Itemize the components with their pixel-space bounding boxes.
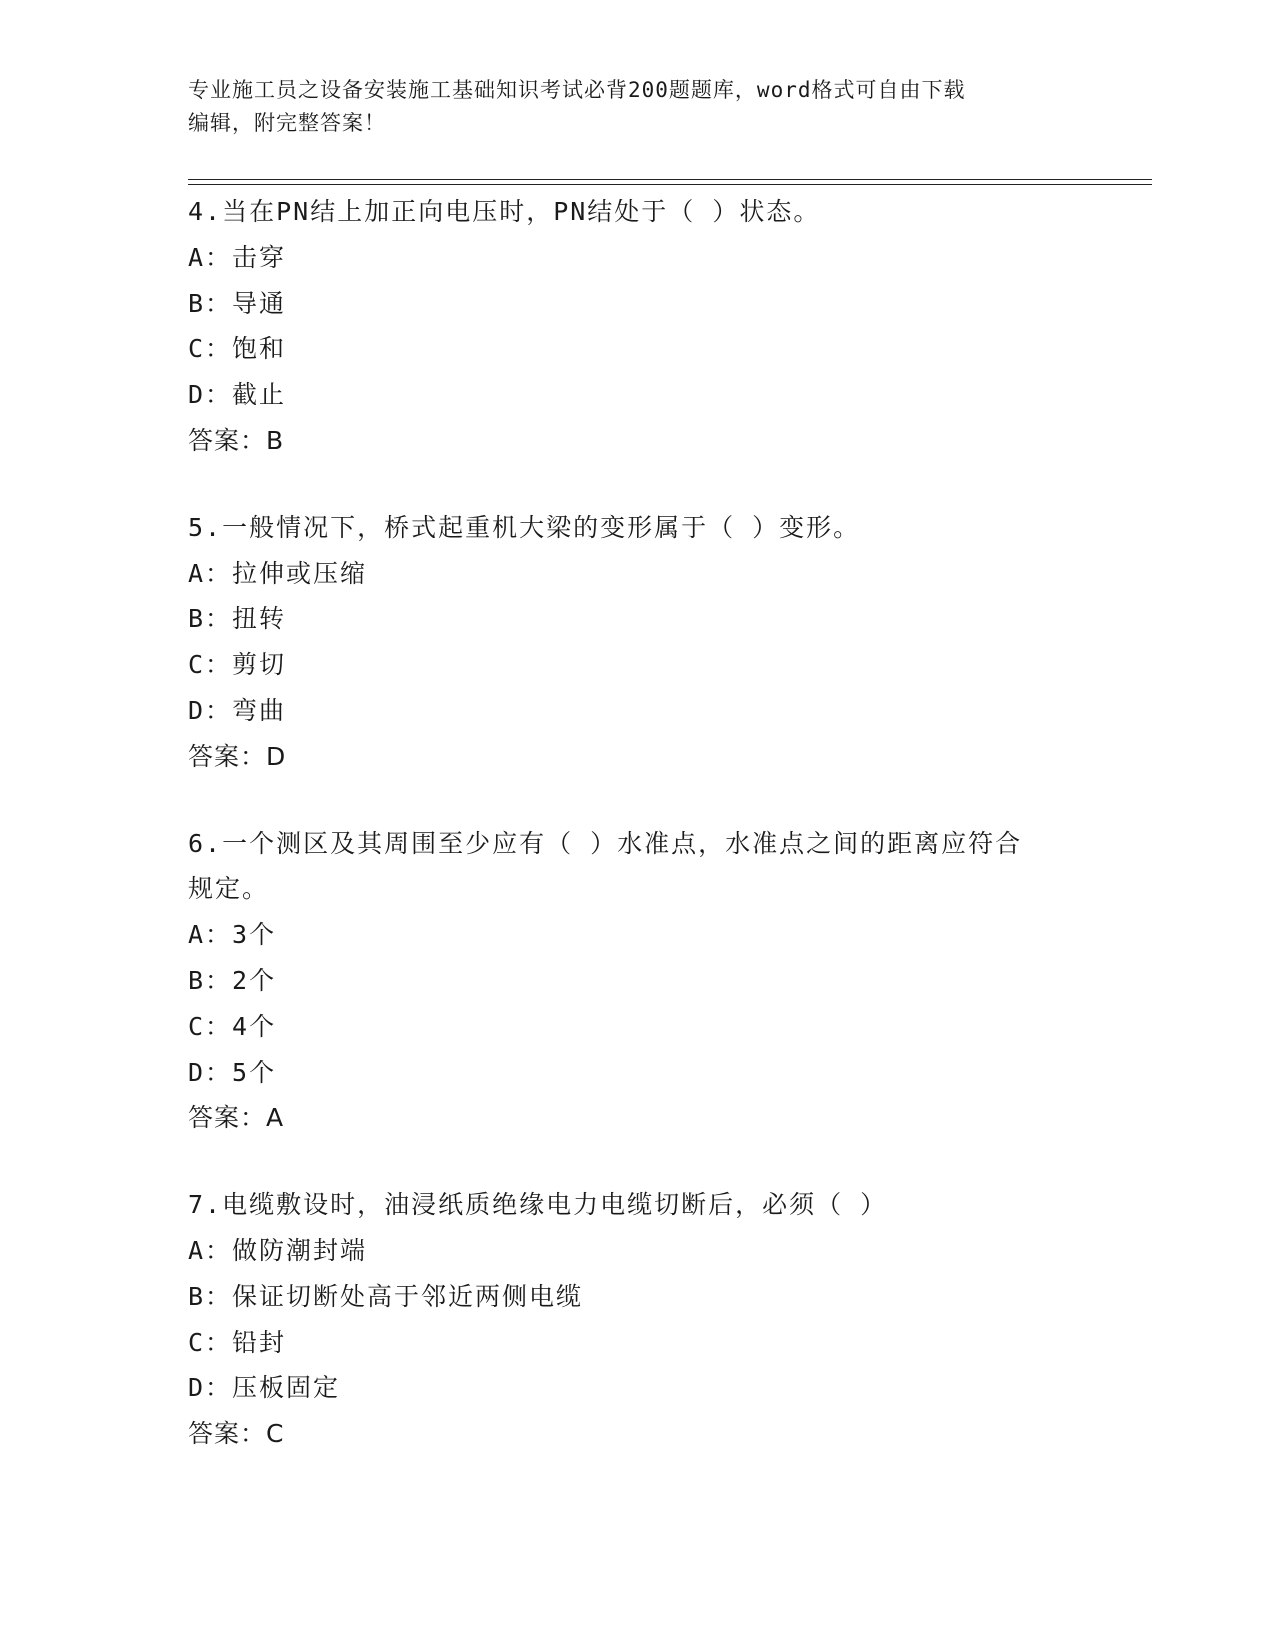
- option-b: B：2个: [188, 965, 277, 995]
- option-a: A：击穿: [188, 242, 287, 272]
- option-d: D：压板固定: [188, 1373, 341, 1403]
- question-text: 5.一般情况下，桥式起重机大梁的变形属于（ ）变形。: [188, 512, 861, 542]
- option-a: A：拉伸或压缩: [188, 558, 368, 588]
- header-line-2: 编辑，附完整答案！: [188, 111, 386, 135]
- document-header: [188, 74, 1088, 140]
- answer: 答案：A: [188, 1103, 285, 1133]
- header-line-1: 专业施工员之设备安装施工基础知识考试必背200题题库，word格式可自由下载: [188, 78, 966, 102]
- option-c: C：剪切: [188, 650, 287, 680]
- option-c: C：铅封: [188, 1327, 287, 1357]
- option-c: C：饱和: [188, 334, 287, 364]
- option-b: B：导通: [188, 288, 287, 318]
- option-d: D：截止: [188, 380, 287, 410]
- option-a: A：3个: [188, 920, 277, 950]
- header-divider-bottom: [188, 184, 1152, 185]
- question-text-line-1: 6.一个测区及其周围至少应有（ ）水准点，水准点之间的距离应符合: [188, 828, 1023, 858]
- option-b: B：保证切断处高于邻近两侧电缆: [188, 1281, 584, 1311]
- option-a: A：做防潮封端: [188, 1235, 368, 1265]
- question-item: [188, 1182, 1088, 1457]
- question-list: [188, 189, 1088, 1498]
- question-item: [188, 505, 1088, 780]
- answer: 答案：B: [188, 425, 285, 455]
- header-divider-top: [188, 179, 1152, 180]
- question-item: [188, 821, 1088, 1142]
- option-d: D：5个: [188, 1057, 277, 1087]
- question-text: 4.当在PN结上加正向电压时，PN结处于（ ）状态。: [188, 197, 821, 226]
- question-text-line-2: 规定。: [188, 874, 270, 904]
- question-text: 7.电缆敷设时，油浸纸质绝缘电力电缆切断后，必须（ ）: [188, 1190, 888, 1220]
- option-c: C：4个: [188, 1011, 277, 1041]
- answer: 答案：D: [188, 741, 287, 771]
- answer: 答案：C: [188, 1419, 285, 1449]
- question-item: [188, 189, 1088, 464]
- option-d: D：弯曲: [188, 695, 287, 725]
- option-b: B：扭转: [188, 604, 287, 634]
